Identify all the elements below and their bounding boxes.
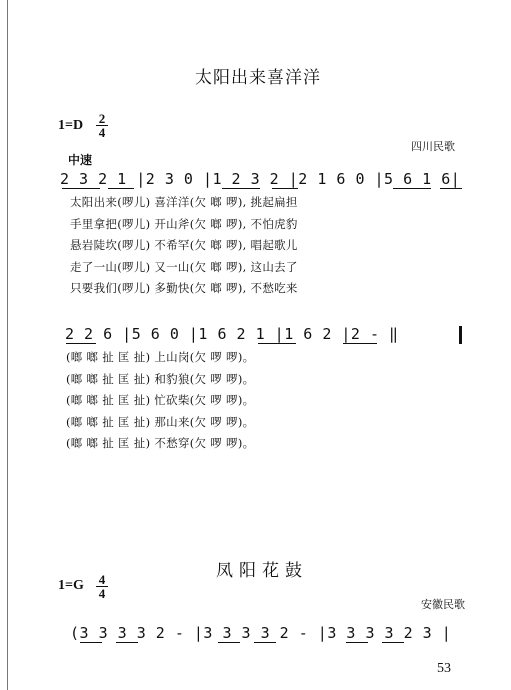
time-denominator: 4 (98, 586, 106, 601)
song1-origin: 四川民歌 (411, 140, 455, 153)
lyric-verse-4: (啷 啷 扯 匡 扯) 那山来(欠 啰 啰)。 (66, 414, 255, 429)
lyric-verse-1: 太阳出来(啰儿) 喜洋洋(欠 啷 啰), 挑起扁担 (70, 195, 298, 209)
time-numerator: 2 (96, 112, 108, 126)
beam (108, 188, 134, 189)
beam (343, 343, 377, 344)
time-denominator: 4 (98, 125, 106, 140)
lyric-verse-5: (啷 啷 扯 匡 扯) 不愁穿(欠 啰 啰)。 (66, 436, 255, 450)
lyric-verse-5: 只要我们(啰儿) 多勤快(欠 啷 啰), 不愁吃来 (70, 281, 298, 295)
lyric-verse-4: 走了一山(啰儿) 又一山(欠 啷 啰), 这山去了 (70, 259, 298, 274)
song2-notation-line-1: (3 3 3 3 2 - |3 3 3 3 2 - |3 3 3 3 2 3 | (70, 624, 452, 642)
beam (346, 642, 368, 643)
final-barline (459, 326, 462, 344)
song1-notation-line-2: 2 2 6 |5 6 0 |1 6 2 1 |1 6 2 |2 - ‖ (65, 325, 399, 343)
lyric-verse-2: (啷 啷 扯 匡 扯) 和豹狼(欠 啰 啰)。 (66, 371, 255, 386)
song2-key-signature: 1=G (58, 578, 84, 593)
page-number: 53 (437, 661, 451, 676)
song2-title: 凤阳花鼓 (216, 561, 308, 581)
song1-lyrics-block-1 (70, 192, 298, 300)
lyric-verse-1: (啷 啷 扯 匡 扯) 上山岗(欠 啰 啰)。 (66, 350, 255, 364)
song1-tempo: 中速 (68, 153, 93, 167)
page-edge (7, 0, 8, 690)
beam (393, 188, 431, 189)
song1-key-signature: 1=D (58, 118, 84, 133)
lyric-verse-3: 悬岩陡坎(啰儿) 不希罕(欠 啷 啰), 唱起歌儿 (70, 238, 298, 252)
song2-origin: 安徽民歌 (421, 598, 465, 611)
song1-time-signature (96, 112, 108, 139)
lyric-verse-3: (啷 啷 扯 匡 扯) 忙砍柴(欠 啰 啰)。 (66, 393, 255, 407)
beam (66, 343, 96, 344)
beam (222, 188, 260, 189)
beam (258, 343, 296, 344)
beam (80, 642, 102, 643)
song1-lyrics-block-2 (66, 347, 254, 455)
beam (440, 188, 462, 189)
beam (116, 642, 138, 643)
song1-title: 太阳出来喜洋洋 (195, 68, 321, 88)
beam (382, 642, 404, 643)
beam (254, 642, 276, 643)
song1-notation-line-1: 2 3 2 1 |2 3 0 |1 2 3 2 |2 1 6 0 |5 6 1 6| (60, 170, 461, 188)
time-numerator: 4 (96, 573, 108, 587)
lyric-verse-2: 手里拿把(啰儿) 开山斧(欠 啷 啰), 不怕虎豹 (70, 216, 298, 231)
beam (218, 642, 240, 643)
song2-time-signature (96, 573, 108, 600)
beam (272, 188, 298, 189)
beam (62, 188, 100, 189)
